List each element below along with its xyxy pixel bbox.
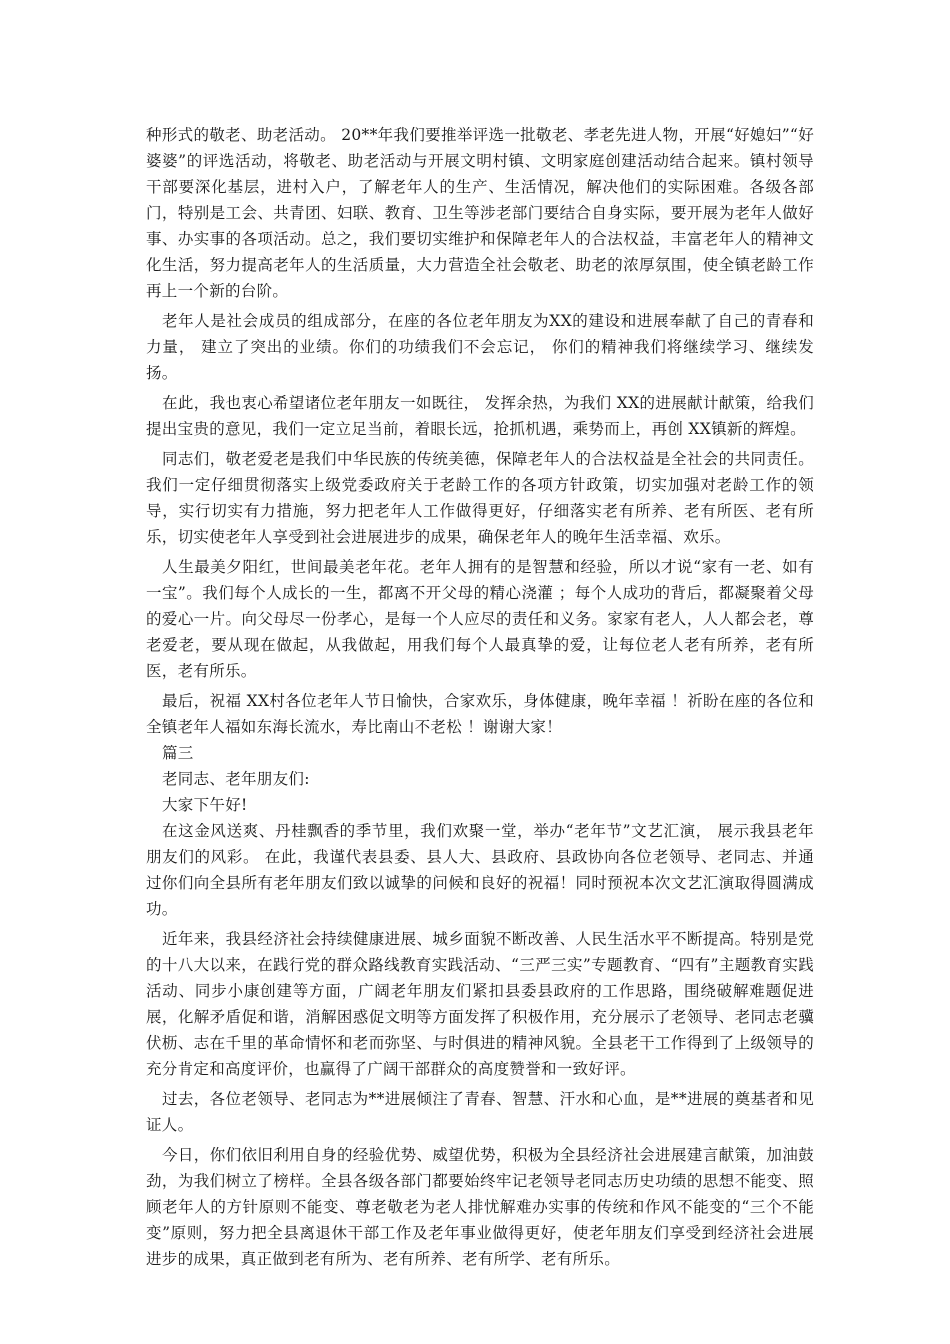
greeting: 大家下午好!: [162, 796, 248, 814]
paragraph: 在这金风送爽、丹桂飘香的季节里，我们欢聚一堂，举办“老年节”文艺汇演， 展示我县老年朋友们的风彩。 在此，我谨代表县委、县人大、县政府、县政协向各位老领导、老同志、并通过你们向全县所有老年朋友们致以诚挚的问候和良好的祝福！同时预祝本次文艺汇演取得圆满成功。: [146, 822, 814, 918]
section-heading: 篇三: [162, 744, 194, 762]
paragraph: 人生最美夕阳红，世间最美老年花。老年人拥有的是智慧和经验，所以才说“家有一老、如有一宝”。我们每个人成长的一生，都离不开父母的精心浇灌 ；每个人成功的背后，都凝聚着父母的爱心一片。向父母尽一份孝心，是每一个人应尽的责任和义务。家家有老人，人人都会老，尊老爱老，要从现在做起，从我做起，用我们每个人最真挚的爱，让每位老人老有所养，老有所医，老有所乐。: [146, 558, 814, 680]
paragraph: 最后，祝福 XX村各位老年人节日愉快，合家欢乐，身体健康，晚年幸福 ！祈盼在座的各位和全镇老年人福如东海长流水，寿比南山不老松 ！谢谢大家！: [146, 692, 814, 736]
paragraph: 同志们，敬老爱老是我们中华民族的传统美德，保障老年人的合法权益是全社会的共同责任。我们一定仔细贯彻落实上级党委政府关于老龄工作的各项方针政策，切实加强对老龄工作的领导，实行切实有力措施，努力把老年人工作做得更好，仔细落实老有所养、老有所医、老有所乐，切实使老年人享受到社会进展进步的成果，确保老年人的晚年生活幸福、欢乐。: [146, 450, 814, 546]
paragraph: 在此，我也衷心希望诸位老年朋友一如既往， 发挥余热，为我们 XX的进展献计献策，给我们提出宝贵的意见，我们一定立足当前，着眼长远，抢抓机遇，乘势而上，再创 XX镇新的辉煌。: [146, 394, 814, 438]
paragraph: 今日，你们依旧利用自身的经验优势、威望优势，积极为全县经济社会进展建言献策，加油鼓劲，为我们树立了榜样。全县各级各部门都要始终牢记老领导老同志历史功绩的思想不能变、照顾老年人的方针原则不能变、尊老敬老为老人排忧解难办实事的传统和作风不能变的“三个不能变”原则，努力把全县离退休干部工作及老年事业做得更好，使老年朋友们享受到经济社会进展进步的成果，真正做到老有所为、老有所养、老有所学、老有所乐。: [146, 1146, 814, 1268]
paragraph: 种形式的敬老、助老活动。 20**年我们要推举评选一批敬老、孝老先进人物，开展“好媳妇”“好婆婆”的评选活动，将敬老、助老活动与开展文明村镇、文明家庭创建活动结合起来。镇村领导干部要深化基层，进村入户，了解老年人的生产、生活情况，解决他们的实际困难。各级各部门，特别是工会、共青团、妇联、教育、卫生等涉老部门要结合自身实际，要开展为老年人做好事、办实事的各项活动。总之，我们要切实维护和保障老年人的合法权益，丰富老年人的精神文化生活，努力提高老年人的生活质量，大力营造全社会敬老、助老的浓厚氛围，使全镇老龄工作再上一个新的台阶。: [146, 126, 814, 300]
paragraph: 老年人是社会成员的组成部分，在座的各位老年朋友为XX的建设和进展奉献了自己的青春和力量， 建立了突出的业绩。你们的功绩我们不会忘记， 你们的精神我们将继续学习、继续发扬。: [146, 312, 814, 382]
document-body: [146, 122, 814, 1272]
salutation: 老同志、老年朋友们:: [162, 770, 310, 788]
paragraph: 近年来，我县经济社会持续健康进展、城乡面貌不断改善、人民生活水平不断提高。特别是党的十八大以来，在践行党的群众路线教育实践活动、“三严三实”专题教育、“四有”主题教育实践活动、同步小康创建等方面，广阔老年朋友们紧扣县委县政府的工作思路，围绕破解难题促进展，化解矛盾促和谐，消解困惑促文明等方面发挥了积极作用，充分展示了老领导、老同志老骥伏枥、志在千里的革命情怀和老而弥坚、与时俱进的精神风貌。全县老干工作得到了上级领导的充分肯定和高度评价，也赢得了广阔干部群众的高度赞誉和一致好评。: [146, 930, 814, 1078]
paragraph: 过去，各位老领导、老同志为**进展倾注了青春、智慧、汗水和心血，是**进展的奠基者和见证人。: [146, 1090, 814, 1134]
